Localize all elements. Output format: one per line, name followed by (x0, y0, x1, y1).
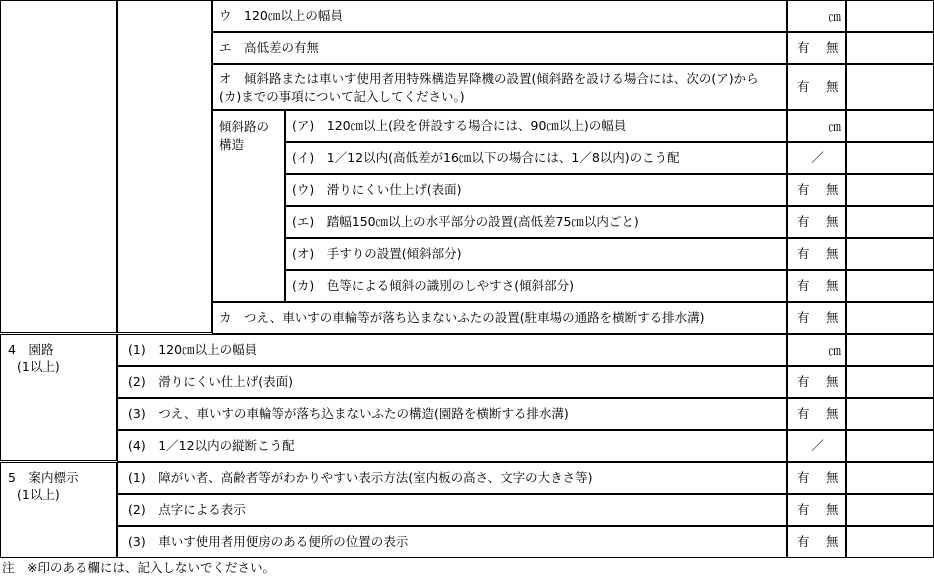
s4-item1-label: (1) 120㎝以上の幅員 (128, 342, 258, 357)
unit-cm: ㎝ (828, 119, 841, 134)
s5-item3-blank (846, 526, 934, 558)
slope-item-i-value-cell[interactable] (787, 142, 846, 174)
s5-item1-label: (1) 障がい者、高齢者等がわかりやすい表示方法(室内板の高さ、文字の大きさ等) (128, 470, 593, 485)
slope-item-e-choice-cell[interactable] (787, 206, 846, 238)
footnote: 注 ※印のある欄には、記入しないでください。 (2, 560, 275, 575)
choice-yes[interactable]: 有 (797, 534, 810, 549)
row-e-label-cell (212, 32, 787, 64)
s4-item4-label: (4) 1／12以内の縦断こう配 (128, 438, 295, 453)
unit-cm: ㎝ (828, 343, 841, 358)
choice-yes[interactable]: 有 (797, 310, 810, 325)
row-o-label-cell (212, 64, 787, 110)
row-e-choice-cell[interactable] (787, 32, 846, 64)
row-u-label: ウ 120㎝以上の幅員 (219, 8, 343, 23)
choice-no[interactable]: 無 (826, 406, 839, 421)
section4-sub: (1以上) (17, 359, 60, 374)
unit-cm: ㎝ (828, 9, 841, 24)
row-ka-blank-cell (846, 302, 934, 334)
slope-item-e-cell (285, 206, 787, 238)
slope-item-a-cell (285, 110, 787, 142)
s4-item4-blank (846, 430, 934, 462)
s4-item4-cell (117, 430, 787, 462)
slope-item-u-label: (ウ) 滑りにくい仕上げ(表面) (292, 182, 462, 197)
section4-title-cell (0, 334, 117, 461)
slope-item-a-blank (846, 110, 934, 142)
slope-item-a-value-cell[interactable] (787, 110, 846, 142)
row-ka-choice-cell[interactable] (787, 302, 846, 334)
s5-item3-label: (3) 車いす使用者用便房のある便所の位置の表示 (128, 534, 409, 549)
s4-item1-cell (117, 334, 787, 366)
slope-item-i-label: (イ) 1／12以内(高低差が16㎝以下の場合には、1／8以内)のこう配 (292, 150, 680, 165)
section3-mid-col (117, 0, 212, 333)
slope-item-o-blank (846, 238, 934, 270)
s4-item1-value-cell[interactable] (787, 334, 846, 366)
slope-item-e-label: (エ) 踏幅150㎝以上の水平部分の設置(高低差75㎝以内ごと) (292, 214, 639, 229)
slope-structure-group-cell (212, 110, 285, 302)
s4-item3-choice-cell[interactable] (787, 398, 846, 430)
slope-item-ka-cell (285, 270, 787, 302)
s4-item2-blank (846, 366, 934, 398)
choice-no[interactable]: 無 (826, 470, 839, 485)
section3-left-col (0, 0, 117, 333)
choice-no[interactable]: 無 (826, 310, 839, 325)
slope-item-e-blank (846, 206, 934, 238)
choice-yes[interactable]: 有 (797, 40, 810, 55)
s5-item2-blank (846, 494, 934, 526)
s5-item3-cell (117, 526, 787, 558)
choice-no[interactable]: 無 (826, 278, 839, 293)
choice-no[interactable]: 無 (826, 502, 839, 517)
s5-item2-cell (117, 494, 787, 526)
s5-item1-choice-cell[interactable] (787, 462, 846, 494)
s5-item3-choice-cell[interactable] (787, 526, 846, 558)
row-o-choice-cell[interactable] (787, 64, 846, 110)
s4-item3-blank (846, 398, 934, 430)
s4-item2-label: (2) 滑りにくい仕上げ(表面) (128, 374, 293, 389)
s5-item1-cell (117, 462, 787, 494)
slash-mark: ／ (811, 438, 824, 453)
slope-item-i-cell (285, 142, 787, 174)
slope-item-u-blank (846, 174, 934, 206)
slope-structure-label: 傾斜路の構造 (219, 119, 270, 152)
choice-yes[interactable]: 有 (797, 214, 810, 229)
choice-yes[interactable]: 有 (797, 502, 810, 517)
slope-item-ka-blank (846, 270, 934, 302)
slope-item-o-choice-cell[interactable] (787, 238, 846, 270)
row-o-blank-cell (846, 64, 934, 110)
slope-item-ka-choice-cell[interactable] (787, 270, 846, 302)
slope-item-u-choice-cell[interactable] (787, 174, 846, 206)
choice-yes[interactable]: 有 (797, 182, 810, 197)
row-u-value-cell[interactable] (787, 0, 846, 32)
s5-item2-choice-cell[interactable] (787, 494, 846, 526)
row-ka-label-cell (212, 302, 787, 334)
choice-yes[interactable]: 有 (797, 406, 810, 421)
row-u-blank-cell (846, 0, 934, 32)
choice-no[interactable]: 無 (826, 374, 839, 389)
choice-no[interactable]: 無 (826, 534, 839, 549)
slope-item-a-label: (ア) 120㎝以上(段を併設する場合には、90㎝以上)の幅員 (292, 118, 627, 133)
s5-item2-label: (2) 点字による表示 (128, 502, 246, 517)
section4-title: 4 園路 (8, 342, 54, 357)
section5-title: 5 案内標示 (8, 470, 79, 485)
choice-no[interactable]: 無 (826, 79, 839, 94)
s4-item2-cell (117, 366, 787, 398)
choice-yes[interactable]: 有 (797, 246, 810, 261)
choice-yes[interactable]: 有 (797, 278, 810, 293)
s4-item3-cell (117, 398, 787, 430)
row-u-label-cell (212, 0, 787, 32)
slope-item-o-label: (オ) 手すりの設置(傾斜部分) (292, 246, 462, 261)
section5-sub: (1以上) (17, 487, 60, 502)
slope-item-ka-label: (カ) 色等による傾斜の識別のしやすさ(傾斜部分) (292, 278, 575, 293)
choice-yes[interactable]: 有 (797, 470, 810, 485)
s4-item1-blank (846, 334, 934, 366)
row-ka-label: カ つえ、車いすの車輪等が落ち込まないふたの設置(駐車場の通路を横断する排水溝) (219, 310, 705, 325)
choice-no[interactable]: 無 (826, 40, 839, 55)
row-o-label: オ 傾斜路または車いす使用者用特殊構造昇降機の設置(傾斜路を設ける場合には、次の(ア)から(カ)までの事項について記入してください。) (219, 71, 759, 104)
slope-item-u-cell (285, 174, 787, 206)
s4-item2-choice-cell[interactable] (787, 366, 846, 398)
section5-title-cell (0, 462, 117, 558)
choice-no[interactable]: 無 (826, 214, 839, 229)
row-e-blank-cell (846, 32, 934, 64)
s4-item4-value-cell[interactable] (787, 430, 846, 462)
choice-no[interactable]: 無 (826, 182, 839, 197)
choice-yes[interactable]: 有 (797, 79, 810, 94)
slope-item-o-cell (285, 238, 787, 270)
row-e-label: エ 高低差の有無 (219, 40, 320, 55)
slope-item-i-blank (846, 142, 934, 174)
slash-mark: ／ (811, 150, 824, 165)
s5-item1-blank (846, 462, 934, 494)
choice-yes[interactable]: 有 (797, 374, 810, 389)
s4-item3-label: (3) つえ、車いすの車輪等が落ち込まないふたの構造(園路を横断する排水溝) (128, 406, 569, 421)
choice-no[interactable]: 無 (826, 246, 839, 261)
